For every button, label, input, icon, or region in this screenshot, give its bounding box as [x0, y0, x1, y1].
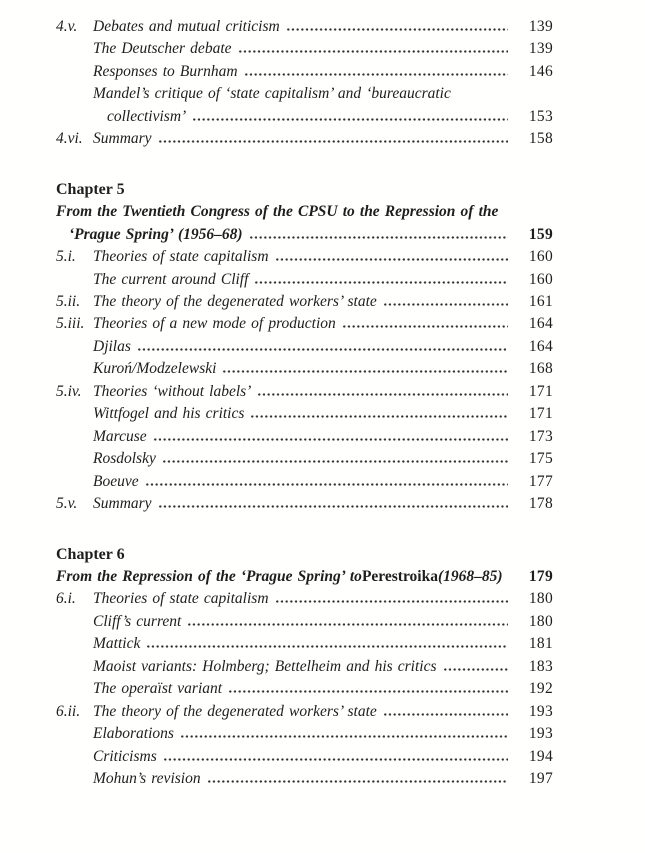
entry-label: Theories ‘without labels’ [93, 382, 252, 400]
entry-number: 4.vi. [56, 130, 83, 148]
page-number: 180 [528, 590, 553, 608]
chapter-title-line [56, 566, 553, 588]
page-number: 178 [528, 495, 553, 513]
page-number: 164 [528, 337, 553, 355]
toc-row [56, 16, 553, 38]
toc-content [56, 16, 553, 791]
dot-leader [154, 438, 508, 441]
page-number: 197 [528, 770, 553, 788]
entry-number: 6.i. [56, 590, 76, 608]
page-number: 181 [528, 635, 553, 653]
toc-row [56, 656, 553, 678]
page-number: 153 [528, 107, 553, 125]
page-number: 146 [528, 62, 553, 80]
entry-label: Summary [93, 130, 152, 148]
entry-number: 5.ii. [56, 292, 81, 310]
dot-leader [193, 118, 508, 121]
chapter-title-line [56, 201, 553, 223]
entry-label: Summary [93, 495, 152, 513]
toc-row [56, 403, 553, 425]
toc-row [56, 336, 553, 358]
dot-leader [164, 758, 508, 761]
chapter-title-segment: (1968–85) [437, 567, 503, 585]
chapter-title-segment: From the Twentieth Congress of the CPSU to the Repression of the [56, 203, 499, 221]
entry-number: 5.iii. [56, 315, 85, 333]
dot-leader [384, 713, 508, 716]
toc-row [56, 313, 553, 335]
page-number: 160 [528, 248, 553, 266]
entry-number: 6.ii. [56, 702, 81, 720]
entry-number: 5.i. [56, 248, 76, 266]
dot-leader [444, 668, 508, 671]
entry-label: Theories of a new mode of production [93, 315, 336, 333]
entry-number: 4.v. [56, 18, 78, 35]
entry-label: Rosdolsky [93, 450, 156, 468]
page-number: 193 [528, 702, 553, 720]
toc-row [56, 678, 553, 700]
page-number: 160 [528, 270, 553, 288]
entry-label: The operaïst variant [93, 680, 223, 698]
chapter-section [56, 179, 553, 516]
toc-row [56, 493, 553, 515]
page-number: 193 [528, 725, 553, 743]
entry-label: Cliff’s current [93, 612, 182, 630]
page-number: 161 [528, 292, 553, 310]
entry-label: Theories of state capitalism [93, 248, 269, 266]
toc-row [56, 611, 553, 633]
entry-label: Debates and mutual criticism [93, 18, 280, 35]
page-number: 180 [528, 612, 553, 630]
chapter-title-segment: ‘Prague Spring’ (1956–68) [69, 225, 243, 243]
toc-row [56, 723, 553, 745]
entry-label: Boeuve [93, 472, 139, 490]
toc-row [56, 83, 553, 105]
toc-row [56, 106, 553, 128]
dot-leader [188, 623, 508, 626]
chapter-title-line [56, 224, 553, 246]
page-number: 168 [528, 360, 553, 378]
page-number: 194 [528, 747, 553, 765]
dot-leader [146, 483, 508, 486]
page-number: 171 [528, 382, 553, 400]
chapter-heading: Chapter 5 [56, 180, 125, 198]
entry-label: Mattick [93, 635, 141, 653]
dot-leader [245, 73, 508, 76]
entry-label: The theory of the degenerated workers’ state [93, 702, 377, 720]
entry-label: The current around Cliff [93, 270, 249, 288]
page-number: 171 [528, 405, 553, 423]
toc-row [56, 633, 553, 655]
entry-number: 5.v. [56, 495, 78, 513]
toc-row [56, 381, 553, 403]
entry-label: Elaborations [93, 725, 174, 743]
entry-label: The theory of the degenerated workers’ state [93, 292, 377, 310]
page-number: 139 [528, 18, 553, 35]
dot-leader [258, 393, 508, 396]
dot-leader [159, 140, 508, 143]
chapter-title-segment: From the Repression of the ‘Prague Spring’ to [56, 567, 362, 585]
entry-label: Theories of state capitalism [93, 590, 269, 608]
page-number: 158 [528, 130, 553, 148]
entry-label: collectivism’ [107, 107, 187, 125]
chapter-title-segment: Perestroika [361, 567, 438, 585]
dot-leader [384, 303, 508, 306]
page-number: 159 [528, 225, 553, 243]
page-number: 192 [528, 680, 553, 698]
page-number: 164 [528, 315, 553, 333]
toc-row [56, 246, 553, 268]
entry-label: Wittfogel and his critics [93, 405, 245, 423]
entry-label: Responses to Burnham [93, 62, 238, 80]
toc-row [56, 426, 553, 448]
page-number: 183 [528, 657, 553, 675]
toc-row [56, 61, 553, 83]
dot-leader [138, 348, 508, 351]
entry-label: Kuroń/Modzelewski [93, 360, 217, 378]
dot-leader [276, 600, 508, 603]
entry-label: Mohun’s revision [93, 770, 201, 788]
dot-leader [250, 236, 508, 239]
toc-row [56, 269, 553, 291]
chapter-heading: Chapter 6 [56, 545, 125, 563]
page-number: 139 [528, 40, 553, 58]
dot-leader [239, 50, 509, 53]
dot-leader [159, 505, 508, 508]
dot-leader [181, 735, 508, 738]
entry-number: 5.iv. [56, 382, 82, 400]
toc-row [56, 38, 553, 60]
entry-label: The Deutscher debate [93, 40, 232, 58]
page-number: 177 [528, 472, 553, 490]
toc-row [56, 291, 553, 313]
dot-leader [223, 370, 508, 373]
toc-row [56, 746, 553, 768]
dot-leader [255, 281, 508, 284]
entry-label: Mandel’s critique of ‘state capitalism’ and ‘bureaucratic [93, 85, 451, 103]
entry-label: Marcuse [93, 427, 147, 445]
entry-label: Maoist variants: Holmberg; Bettelheim and his critics [93, 657, 437, 675]
toc-row [56, 701, 553, 723]
entry-label: Djilas [93, 337, 131, 355]
toc-row [56, 128, 553, 150]
page-number: 173 [528, 427, 553, 445]
dot-leader [229, 690, 508, 693]
toc-row [56, 471, 553, 493]
dot-leader [163, 460, 508, 463]
toc-row [56, 768, 553, 790]
page-number: 175 [528, 450, 553, 468]
dot-leader [343, 325, 508, 328]
toc-section [56, 16, 553, 151]
dot-leader [287, 28, 508, 31]
toc-row [56, 358, 553, 380]
toc-row [56, 588, 553, 610]
entry-label: Criticisms [93, 747, 157, 765]
dot-leader [208, 780, 508, 783]
dot-leader [251, 415, 508, 418]
toc-row [56, 448, 553, 470]
page-number: 179 [528, 567, 553, 585]
dot-leader [276, 258, 508, 261]
dot-leader [147, 645, 508, 648]
chapter-section [56, 544, 553, 791]
